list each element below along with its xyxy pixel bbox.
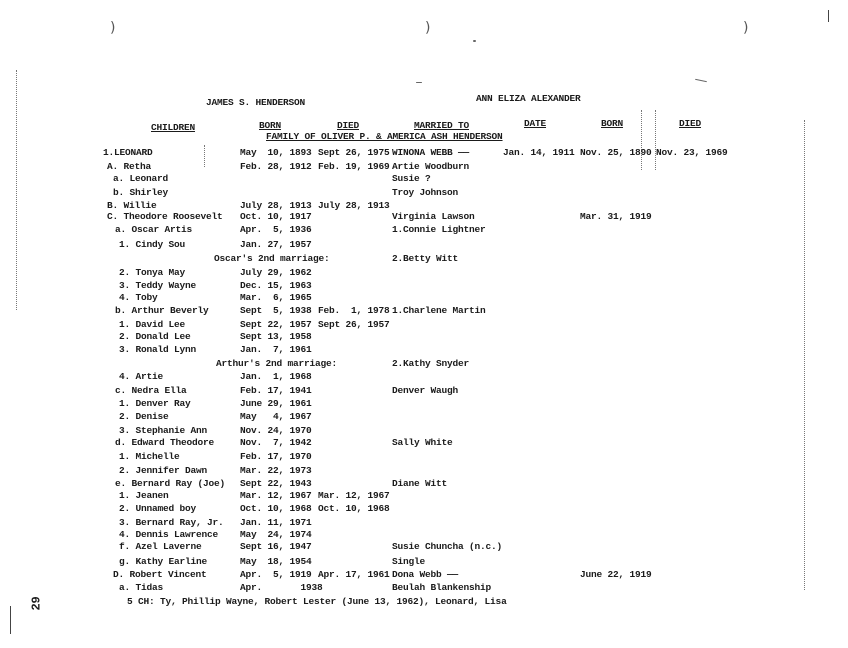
birth-date: Sept 22, 1957 [240,319,312,330]
birth-date: Jan. 7, 1961 [240,344,312,355]
death-date: July 28, 1913 [318,200,390,211]
death-date: Feb. 19, 1969 [318,161,390,172]
child-name: 2. Tonya May [119,267,186,278]
death-date: Sept 26, 1975 [318,147,390,158]
child-name: a. Oscar Artis [115,224,193,235]
spouse-name: Virginia Lawson [392,211,475,222]
speck [416,82,422,83]
birth-date: Sept 5, 1938 [240,305,312,316]
spouse-name: Susie ? [392,173,431,184]
birth-date: May 24, 1974 [240,529,312,540]
child-name: 4. Artie [119,371,164,382]
spouse-name: Susie Chuncha (n.c.) [392,541,503,552]
birth-date: June 29, 1961 [240,398,312,409]
spouse-name: Single [392,556,426,567]
birth-date: Feb. 17, 1970 [240,451,312,462]
family-title: FAMILY OF OLIVER P. & AMERICA ASH HENDERSON [266,131,503,142]
page-number: 29 [29,596,44,611]
child-name: c. Nedra Ella [115,385,187,396]
birth-date: Apr. 1938 [240,582,323,593]
child-name: D. Robert Vincent [113,569,207,580]
spouse-name: Beulah Blankenship [392,582,492,593]
paren-mark: ) [743,20,749,36]
child-name: 3. Teddy Wayne [119,280,197,291]
spouse-name: Artie Woodburn [392,161,470,172]
child-name: 3. Stephanie Ann [119,425,208,436]
birth-date: Dec. 15, 1963 [240,280,312,291]
birth-date: Nov. 24, 1970 [240,425,312,436]
margin-dots [16,70,18,310]
paren-mark: ) [110,20,116,36]
birth-date: Feb. 17, 1941 [240,385,312,396]
child-name: 1. Cindy Sou [119,239,186,250]
speck [473,40,476,42]
child-name: 4. Toby [119,292,158,303]
child-name: 1. Denver Ray [119,398,191,409]
child-name: 2. Unnamed boy [119,503,197,514]
speck [695,79,707,82]
child-name: A. Retha [107,161,152,172]
child-name: 3. Ronald Lynn [119,344,197,355]
child-name: 1. Michelle [119,451,180,462]
spouse-birth-date: Nov. 25, 1890 [580,147,652,158]
spouse-name: 1.Charlene Martin [392,305,486,316]
birth-date: Mar. 22, 1973 [240,465,312,476]
birth-date: May 10, 1893 [240,147,312,158]
col-children: CHILDREN [151,122,196,133]
birth-date: May 4, 1967 [240,411,312,422]
child-name: 2. Jennifer Dawn [119,465,208,476]
birth-date: Apr. 5, 1936 [240,224,312,235]
spouse-name: Diane Witt [392,478,448,489]
birth-date: Oct. 10, 1968 [240,503,312,514]
spouse-name: Sally White [392,437,453,448]
child-name: f. Azel Laverne [119,541,202,552]
birth-date: Sept 22, 1943 [240,478,312,489]
col-died: DIED [337,120,360,131]
edge-mark [828,10,829,22]
children-footnote: 5 CH: Ty, Phillip Wayne, Robert Lester (June 13, 1962), Leonard, Lisa [127,596,507,607]
marriage-date: Jan. 14, 1911 [503,147,575,158]
birth-date: Jan. 1, 1968 [240,371,312,382]
col-born: BORN [259,120,282,131]
spouse-name: 2.Betty Witt [392,253,459,264]
birth-date: Jan. 27, 1957 [240,239,312,250]
child-name: 3. Bernard Ray, Jr. [119,517,224,528]
child-name: B. Willie [107,200,157,211]
child-name: C. Theodore Roosevelt [107,211,223,222]
col-spouse-died: DIED [679,118,702,129]
birth-date: Oct. 10, 1917 [240,211,312,222]
birth-date: May 18, 1954 [240,556,312,567]
mother-name: ANN ELIZA ALEXANDER [476,93,581,104]
edge-mark [10,606,11,634]
paren-mark: ) [425,20,431,36]
spouse-name: Troy Johnson [392,187,459,198]
col-married-to: MARRIED TO [414,120,470,131]
spouse-death-date: Nov. 23, 1969 [656,147,728,158]
birth-date: July 29, 1962 [240,267,312,278]
death-date: Sept 26, 1957 [318,319,390,330]
col-date: DATE [524,118,547,129]
birth-date: Mar. 6, 1965 [240,292,312,303]
spouse-name: Denver Waugh [392,385,459,396]
child-name: 4. Dennis Lawrence [119,529,219,540]
death-date: Apr. 17, 1961 [318,569,390,580]
child-name: 1.LEONARD [103,147,153,158]
birth-date: Apr. 5, 1919 [240,569,312,580]
child-name: d. Edward Theodore [115,437,215,448]
column-guide [655,110,657,170]
birth-date: Nov. 7, 1942 [240,437,312,448]
marriage-note: Arthur's 2nd marriage: [216,358,338,369]
spouse-birth-date: Mar. 31, 1919 [580,211,652,222]
child-name: b. Arthur Beverly [115,305,209,316]
birth-date: July 28, 1913 [240,200,312,211]
spouse-name: WINONA WEBB —— [392,147,470,158]
child-name: g. Kathy Earline [119,556,208,567]
birth-date: Jan. 11, 1971 [240,517,312,528]
spouse-name: Dona Webb —— [392,569,459,580]
child-name: 2. Donald Lee [119,331,191,342]
child-name: b. Shirley [113,187,169,198]
child-name: 2. Denise [119,411,169,422]
child-name: a. Leonard [113,173,169,184]
birth-date: Mar. 12, 1967 [240,490,312,501]
spouse-birth-date: June 22, 1919 [580,569,652,580]
column-guide [641,110,643,170]
margin-dots [804,120,806,590]
spouse-name: 1.Connie Lightner [392,224,486,235]
father-name: JAMES S. HENDERSON [206,97,306,108]
child-name: 1. Jeanen [119,490,169,501]
death-date: Oct. 10, 1968 [318,503,390,514]
marriage-note: Oscar's 2nd marriage: [214,253,330,264]
birth-date: Feb. 28, 1912 [240,161,312,172]
death-date: Mar. 12, 1967 [318,490,390,501]
spouse-name: 2.Kathy Snyder [392,358,470,369]
child-name: a. Tidas [119,582,164,593]
birth-date: Sept 16, 1947 [240,541,312,552]
col-spouse-born: BORN [601,118,624,129]
birth-date: Sept 13, 1958 [240,331,312,342]
death-date: Feb. 1, 1978 [318,305,390,316]
child-name: e. Bernard Ray (Joe) [115,478,226,489]
child-name: 1. David Lee [119,319,186,330]
column-guide [204,145,206,167]
